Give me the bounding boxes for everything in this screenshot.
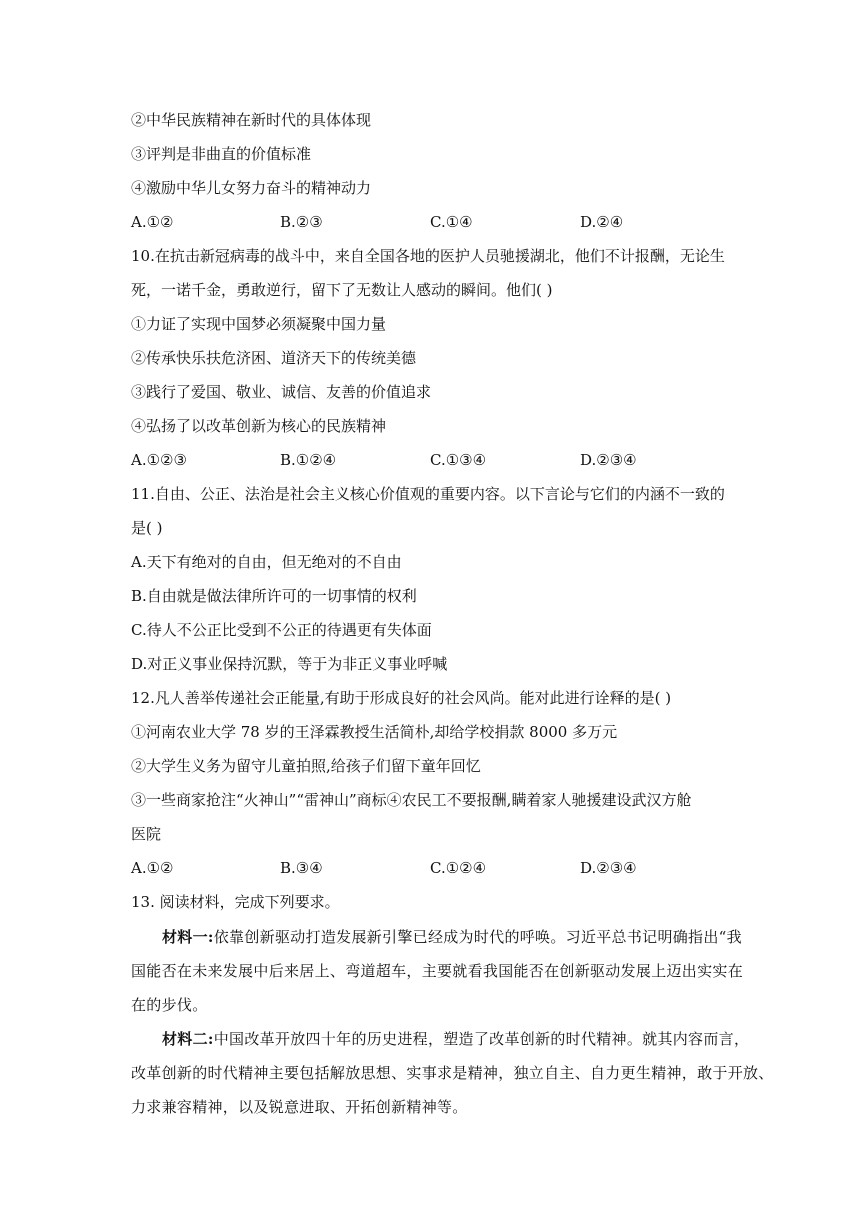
q11-option-c: C.待人不公正比受到不公正的待遇更有失体面 xyxy=(131,621,432,639)
material-1-line-1 xyxy=(162,927,762,947)
material-1-line-3: 在的步伐。 xyxy=(131,996,208,1014)
q13-stem: 13. 阅读材料，完成下列要求。 xyxy=(131,893,340,911)
q10-option-4: ④弘扬了以改革创新为核心的民族精神 xyxy=(131,417,387,435)
q11-stem-line-2: 是( ) xyxy=(131,519,163,537)
q12-choice-d: D.②③④ xyxy=(580,859,637,877)
q10-stem-line-2: 死，一诺千金，勇敢逆行，留下了无数让人感动的瞬间。他们( ) xyxy=(131,281,553,299)
material-2-line-2: 改革创新的时代精神主要包括解放思想、实事求是精神，独立自主、自力更生精神，敢于开放、 xyxy=(131,1064,774,1082)
q12-option-3-4: ③一些商家抢注“火神山”“雷神山”商标④农民工不要报酬,瞒着家人驰援建设武汉方舱 xyxy=(131,791,692,809)
q10-option-3: ③践行了爱国、敬业、诚信、友善的价值追求 xyxy=(131,383,432,401)
q12-option-4-cont: 医院 xyxy=(131,825,162,843)
material-2-text-1: 中国改革开放四十年的历史进程，塑造了改革创新的时代精神。就其内容而言， xyxy=(213,1030,750,1048)
q12-option-2: ②大学生义务为留守儿童拍照,给孩子们留下童年回忆 xyxy=(131,757,481,775)
q10-stem-line-1: 10.在抗击新冠病毒的战斗中，来自全国各地的医护人员驰援湖北，他们不计报酬，无论生 xyxy=(131,247,725,265)
q11-option-d: D.对正义事业保持沉默，等于为非正义事业呼喊 xyxy=(131,655,448,673)
q11-stem-line-1: 11.自由、公正、法治是社会主义核心价值观的重要内容。以下言论与它们的内涵不一致的 xyxy=(131,485,725,503)
q12-choice-a: A.①② xyxy=(131,859,174,877)
q12-choice-c: C.①②④ xyxy=(430,859,487,877)
q10-option-2: ②传承快乐扶危济困、道济天下的传统美德 xyxy=(131,349,417,367)
q10-choice-c: C.①③④ xyxy=(430,451,487,469)
q10-choice-a: A.①②③ xyxy=(131,451,187,469)
q9-choice-d: D.②④ xyxy=(580,213,624,231)
material-2-line-3: 力求兼容精神，以及锐意进取、开拓创新精神等。 xyxy=(131,1098,468,1116)
q9-choice-b: B.②③ xyxy=(280,213,323,231)
q10-choice-d: D.②③④ xyxy=(580,451,637,469)
material-2-line-1 xyxy=(162,1029,762,1049)
q9-option-3: ③评判是非曲直的价值标准 xyxy=(131,145,312,163)
q9-choice-a: A.①② xyxy=(131,213,174,231)
material-1-text-1: 依靠创新驱动打造发展新引擎已经成为时代的呼唤。习近平总书记明确指出“我 xyxy=(213,928,742,946)
material-1-line-2: 国能否在未来发展中后来居上、弯道超车，主要就看我国能否在创新驱动发展上迈出实实在 xyxy=(131,962,744,980)
material-2-label: 材料二: xyxy=(162,1030,214,1048)
q9-option-4: ④激励中华儿女努力奋斗的精神动力 xyxy=(131,179,372,197)
q12-choice-b: B.③④ xyxy=(280,859,323,877)
material-1-label: 材料一: xyxy=(162,928,214,946)
q12-option-1: ①河南农业大学 78 岁的王泽霖教授生活简朴,却给学校捐款 8000 多万元 xyxy=(131,723,618,741)
q9-choice-c: C.①④ xyxy=(430,213,473,231)
q9-option-2: ②中华民族精神在新时代的具体体现 xyxy=(131,111,372,129)
q12-stem: 12.凡人善举传递社会正能量,有助于形成良好的社会风尚。能对此进行诠释的是( ) xyxy=(131,689,672,707)
q10-option-1: ①力证了实现中国梦必须凝聚中国力量 xyxy=(131,315,387,333)
q10-choice-b: B.①②④ xyxy=(280,451,337,469)
q11-option-a: A.天下有绝对的自由，但无绝对的不自由 xyxy=(131,553,402,571)
q11-option-b: B.自由就是做法律所许可的一切事情的权利 xyxy=(131,587,417,605)
